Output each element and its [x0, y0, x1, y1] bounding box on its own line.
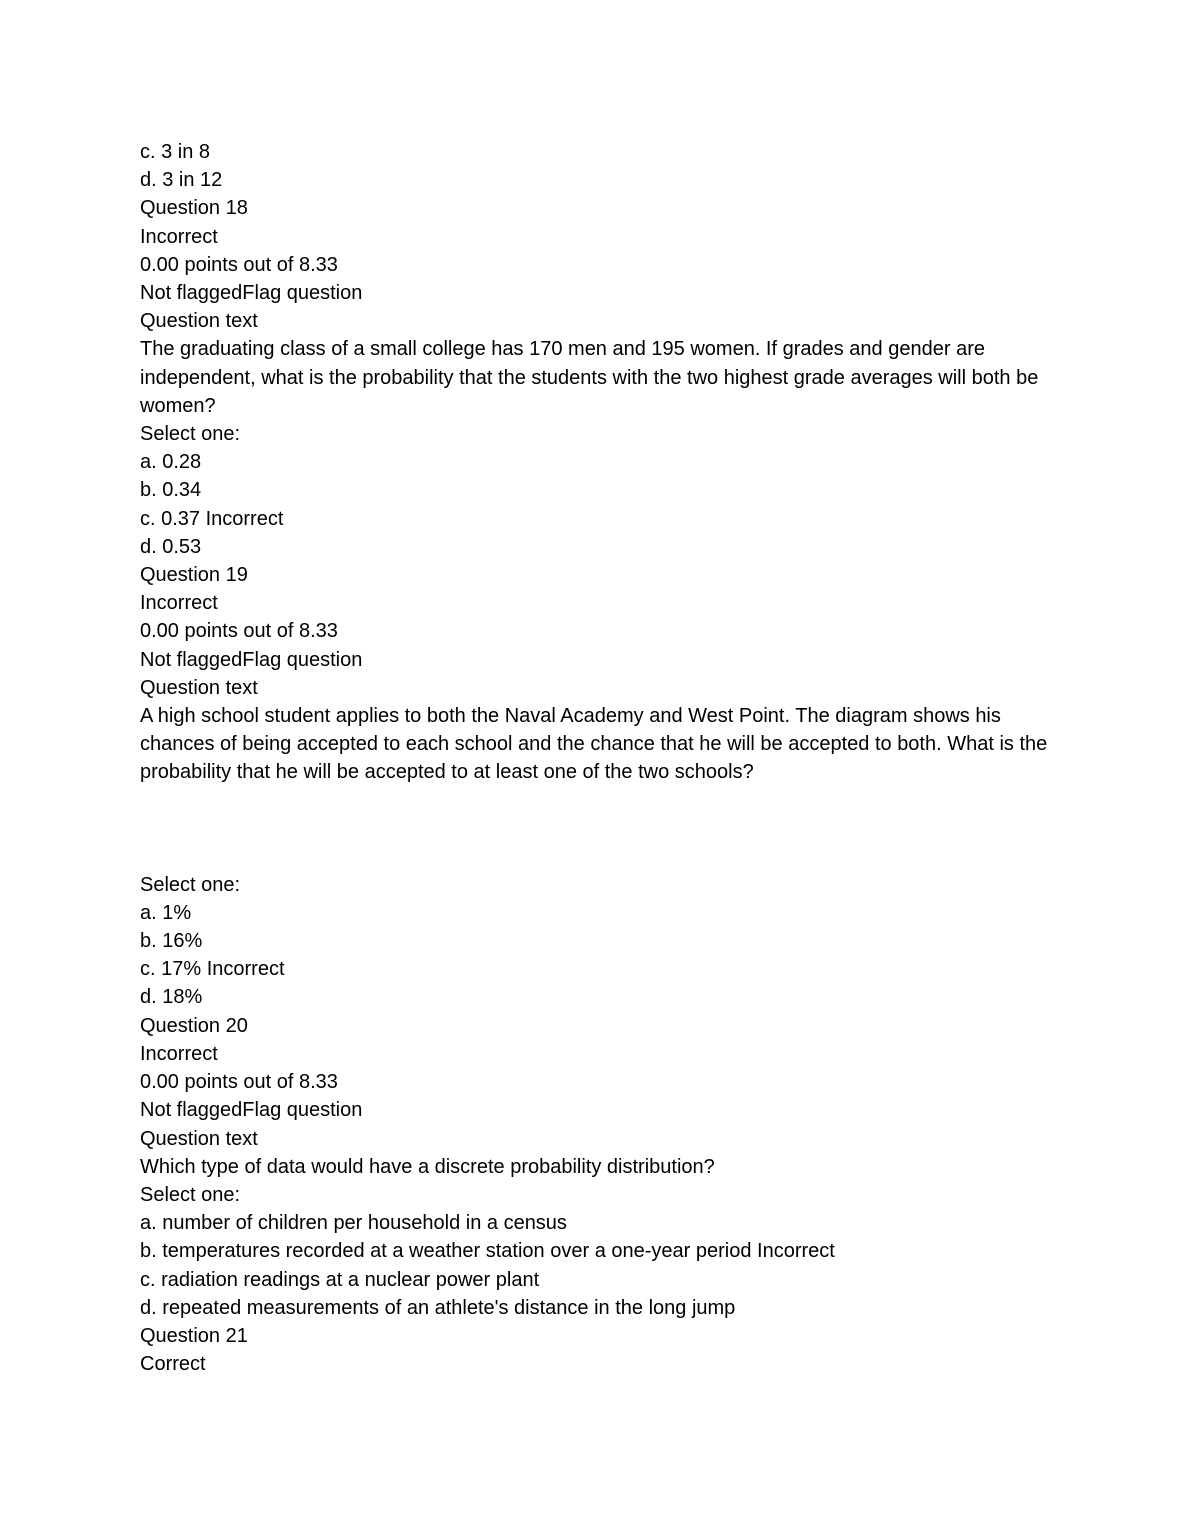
q18-flag: Not flaggedFlag question	[140, 282, 363, 305]
q18-title: Question 18	[140, 197, 248, 220]
q20-option-b: b. temperatures recorded at a weather station over a one-year period Incorrect	[140, 1240, 835, 1263]
q19-option-d: d. 18%	[140, 986, 203, 1009]
q19-option-a: a. 1%	[140, 901, 192, 924]
q19-option-c: c. 17% Incorrect	[140, 958, 285, 981]
q18-status: Incorrect	[140, 225, 218, 248]
q19-flag: Not flaggedFlag question	[140, 648, 363, 671]
q18-prompt: The graduating class of a small college has 170 men and 195 women. If grades and gender are independent, what is the probability that the students with the two highest grade averages will both be women?	[140, 338, 1039, 417]
q20-text-label: Question text	[140, 1127, 258, 1150]
q18-select-label: Select one:	[140, 423, 241, 446]
q20-prompt: Which type of data would have a discrete probability distribution?	[140, 1155, 715, 1178]
q20-title: Question 20	[140, 1014, 248, 1037]
q19-diagram-placeholder	[140, 787, 1060, 871]
q19-points: 0.00 points out of 8.33	[140, 620, 338, 643]
q19-status: Incorrect	[140, 592, 218, 615]
q20-option-c: c. radiation readings at a nuclear power plant	[140, 1268, 540, 1291]
q18-text-label: Question text	[140, 310, 258, 333]
q19-select-label: Select one:	[140, 873, 241, 896]
q19-text-label: Question text	[140, 676, 258, 699]
q18-option-a: a. 0.28	[140, 451, 202, 474]
prev-option-d: d. 3 in 12	[140, 169, 223, 192]
document-page	[140, 138, 1060, 1378]
q19-prompt: A high school student applies to both the Naval Academy and West Point. The diagram shows his chances of being accepted to each school and the chance that he will be accepted to both. What is the probability that he will be accepted to at least one of the two schools?	[140, 705, 1048, 784]
q21-title: Question 21	[140, 1324, 248, 1347]
q20-points: 0.00 points out of 8.33	[140, 1071, 338, 1094]
q21-status: Correct	[140, 1353, 206, 1376]
q20-status: Incorrect	[140, 1042, 218, 1065]
q19-title: Question 19	[140, 564, 248, 587]
q18-option-d: d. 0.53	[140, 535, 202, 558]
q18-option-b: b. 0.34	[140, 479, 202, 502]
prev-option-c: c. 3 in 8	[140, 141, 211, 163]
q18-option-c: c. 0.37 Incorrect	[140, 507, 284, 530]
q19-option-b: b. 16%	[140, 930, 203, 953]
q20-flag: Not flaggedFlag question	[140, 1099, 363, 1122]
q20-select-label: Select one:	[140, 1183, 241, 1206]
q20-option-a: a. number of children per household in a census	[140, 1212, 567, 1235]
q20-option-d: d. repeated measurements of an athlete's distance in the long jump	[140, 1296, 736, 1319]
q18-points: 0.00 points out of 8.33	[140, 253, 338, 276]
